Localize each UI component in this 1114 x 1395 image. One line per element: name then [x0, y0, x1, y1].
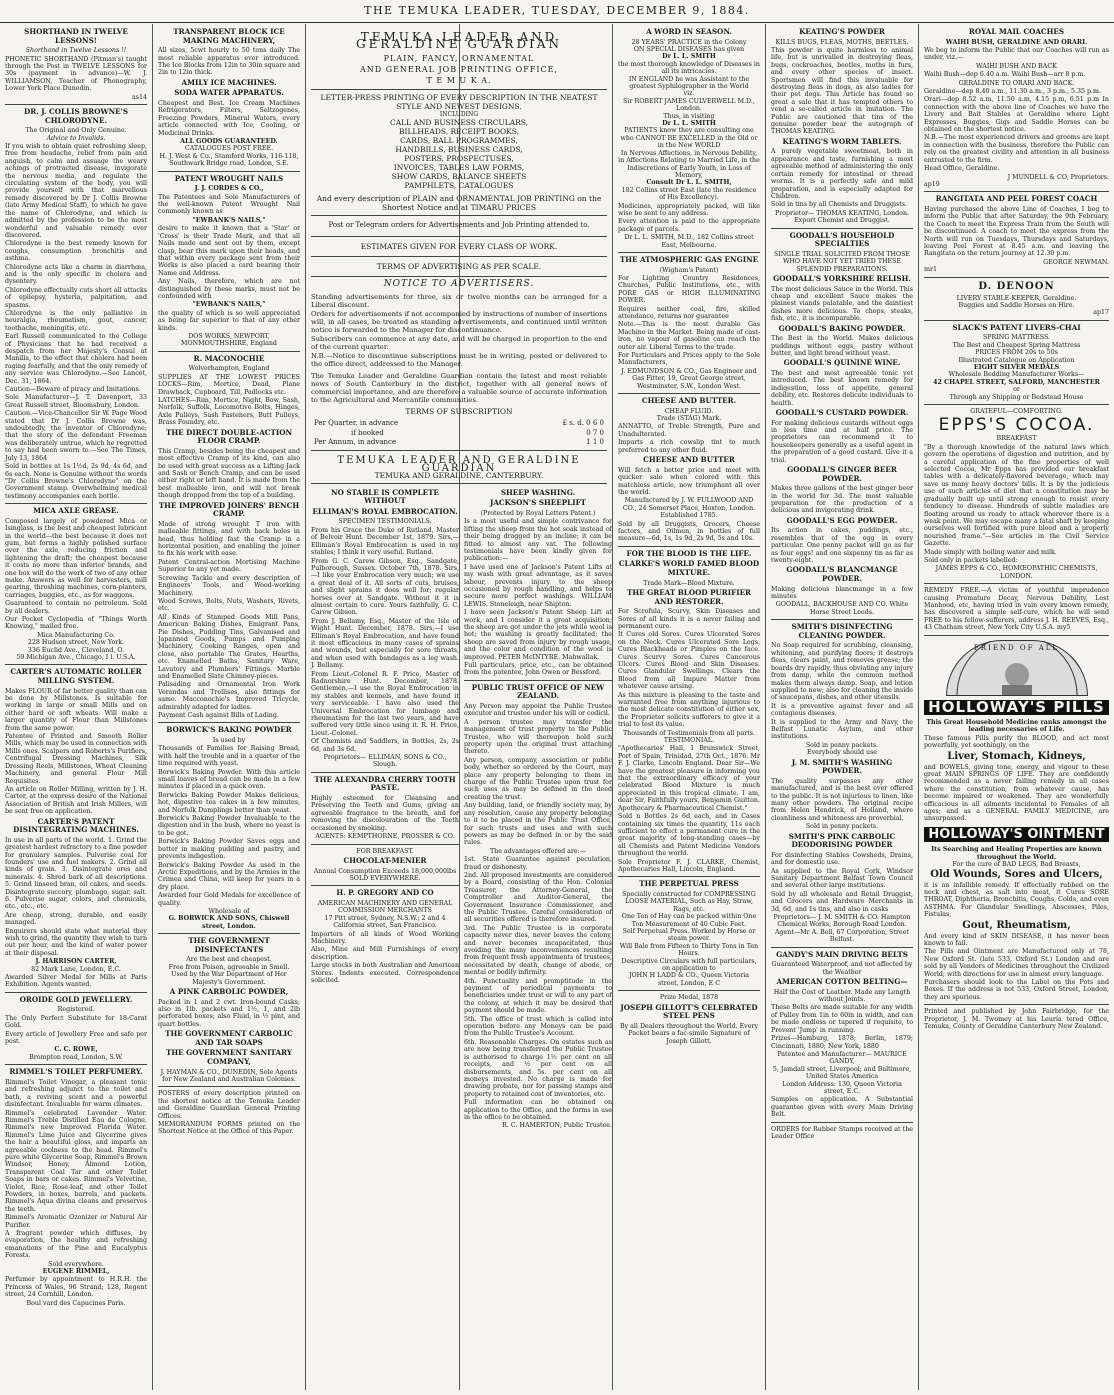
ad-remedy-free: REMEDY FREE.—A victim of youthful imprudence causing Premature Decay, Nervous Debility, Lost Manhood, etc, having tried in vain every known remedy, has discovered a simple self-cure, which he will send FREE to his fellow-sufferers, address J. H. REEVES, Esq., 43 Chatham street, New York City U.S.A. my5 [924, 587, 1109, 632]
ad-public-trust-office: PUBLIC TRUST OFFICE OF NEW ZEALAND. Any Person may appoint the Public Trustee executor and trustee under his will or codicil. A person trustee may transfer the management of trust property to the Public Trustee, who will thereupon hold such property upon the original trust attaching thereto. Any person, company, association or public body, whether so ordered by the Court, may place any property belonging to them in charge of the Public Trustee upon trust for such uses as may be defined in the deed creating the trust. Any building, land, or friendly society may, by any resolution, cause any property belonging to it to be placed in the Public Trust Office, for such trusts and uses and with such powers as may be defined in or by the said rules. The advantages offered are:— 1st. State Guarantee against peculation, fraud or dishonesty. 2nd. All proposed investments are considered by a Board, consisting of the Hon. Colonial Treasurer, the Attorney-General, the Comptroller and Auditor-General, the Government Insurance Commissioner, and the Public Trustee. Careful consideration of all securities offered is therefore insured. 3rd. The Public Trustee is in corporate capacity never dies, never leaves the colony, and never becomes incapacitated, thus avoiding the many inconveniences resulting from frequent fresh appointments of trustees, necessitated by death, change of abode, or mental or bodily infirmity. 4th. Punctuality and promptitude in the payment of periodical payments to beneficiaries under trust or will to any part of the colony, at which it may be desired that payment should be made. 5th. The office of trust which is called into operation before any Moneys can be paid from the Public Trustee's Account. 6th. Reasonable Charges. On estates such as are now being transferred the Public Trustee is authorised to charge 1½ per cent on all receipts, and ½ per cent on all disbursements, and 5s. per cent on all moneys invested. No charge is made for drawing probate, nor for passing stamps and property to retained cost of inventories, etc. Full information can be obtained on application to the Office, and the forms in use in the office to be obtained. R. C. HAMERTON, Public Trustee. [464, 682, 612, 1130]
notice-to-advertisers: NOTICE TO ADVERTISERS. Standing advertisements for three, six or twelve months can be arranged for a Liberal discount. Orders for advertisements if not accompanied by instructions of number of insertions will, in all cases, be treated as standing advertisements, and continued until written notice is forwarded to the Manager for discontinuance. Subscribers can commence at any date, and will be charged in proportion to the end of the current quarter. N.B.—Notice to discontinue subscriptions must be in writing, posted or delivered to the office direct, addressed to the Manager. The Temuka Leader and Geraldine Guardian contain the latest and most reliable news of South Canterbury in the district, together with all general news of commercial importance, and are therefore a valuable source of accurate information to the Agricultural and Mercantile communities. TERMS OF SUBSCRIPTION Per Quarter, in advance £ s. d. 0 6 0 if booked 0 7 0 Per Annum, in advance 1 1 0 TEMUKA LEADER AND GERALDINE GUARDIAN TEMUKA AND GERALDINE, CANTERBURY. [311, 279, 607, 481]
ad-shorthand: SHORTHAND IN TWELVE LESSONS! Shorthand in Twelve Lessons !! PHONETIC SHORTHAND (Pitman's) taught through the Post in TWELVE LESSONS for 30s (payment in advance)—W. J. WILLIAMSON, Teacher of Phonography, Lower York Place Dunedin. as14 [5, 27, 147, 101]
ad-perpetual-press: THE PERPETUAL PRESS Specially constructed for COMPRESSING LOOSE MATERIAL, Such as Hay, Straw, Rags, etc. One Ton of Hay can be packed within One Ton Measurement of 40 Cubic Feet. Self Perpetual Press. Worked by Horse or steam power. Will Bale from Fifteen to Thirty Tons in Ten Hours. Descriptive Circulars with full particulars, on application to JOHN H LADD & CO., Queen Victoria street, London, E C [619, 879, 759, 987]
ad-mica-axle-grease: MICA AXLE GREASE. Composed largely of powdered Mica or Isinglass, is the best and cheapest lubricant in the world—the best because it does not gum, but forms a highly polished surface over the axle, reducing friction and lightening the draft; the cheapest because it costs no more than inferior brands, and one box will do the work of two of any other make. Answers as well for harvesters, mill gearing, threshing machines, corn-planters, carriages, buggies, etc., as for waggons. Guaranteed to contain no petroleum. Sold by all dealers. Our Pocket Cyclopedia of "Things Worth Knowing," mailed free. Mica Manufacturing Co. 228 Hudson street, New York. 336 Euclid Ave., Cleveland, O. 59 Michigan Ave., Chicago, I l. U.S.A. [5, 506, 147, 662]
lower-right [464, 487, 612, 1130]
ad-job-printing-office: TEMUKA LEADER AND GERALDINE GUARDIAN PLAIN, FANCY, ORNAMENTAL AND GENERAL JOB PRINTING OFFICE, T E M U K A. LETTER-PRESS PRINTING OF EVERY DESCRIPTION IN THE NEATEST STYLE AND NEWEST DESIGNS. INCLUDING CALL AND BUSINESS CIRCULARS, BILLHEADS, RECEIPT BOOKS, CARDS, BALL PROGRAMMES, HANDBILLS, BUSINESS CARDS, POSTERS, PROSPECTUSES, INVOICES, TABLES LAW FORMS, SHOW CARDS, BALANCE SHEETS PAMPHLETS, CATALOGUES And every description of PLAIN and ORNAMENTAL JOB PRINTING on the Shortest Notice and at TIMARU PRICES Post or Telegram orders for Advertisements and Job Printing attended to. ESTIMATES GIVEN FOR EVERY CLASS OF WORK. TERMS OF ADVERTISING AS PER SCALE. [311, 34, 607, 270]
ad-keating: KEATING'S POWDER KILLS BUGS, FLEAS, MOTHS, BEETLES. This powder is quite harmless to animal life, but is unrivalled in destroying fleas, bugs, cockroaches, beetles, moths in furs, and every other species of insect. Sportsmen will find this invaluable for destroying fleas in dogs, as also ladies for their pet dogs. This Article has found so great a sale that it has tempted others to vend a so-called article in imitation. The Public are cautioned that tins of the genuine powder bear the autograph of THOMAS KEATING. KEATING'S WORM TABLETS. A purely vegetable sweetmeat, both in appearance and taste, furnishing a most agreeable method of administering the only certain remedy for intestinal or thread worms. It is a perfectly safe and mild preparation, and is especially adapted for Children. Sold in tins by all Chemists and Druggists. Proprietor— THOMAS KEATING, London. Export Chemist and Druggist. [771, 27, 913, 225]
ad-annatto: CHEESE AND BUTTER. CHEAP FLUID. Trade (STAG) Mark. ANNATTO, of Treble Strength, Pure and Unadulterated. Imparts a rich cowslip tint to much preferred to any other fluid. CHEESE AND BUTTER Will fetch a better price and meet with quicker sale when colored with this matchless article, now triumphant all over the world. Manufactured by J. W. FULLWOOD AND CO., 24 Somerset Place, Hoxton, London. Established 1785. Sold by all Druggists, Grocers, Cheese factors, and Oilmen, in bottles of full measure—6d, 1s, 1s 9d, 2s 9d, 5s and 10s. [618, 396, 760, 543]
ad-holloway: FRIEND OF ALL HOLLOWAY'S PILLS This Great Household Medicine ranks amongst the leading necessaries of Life. These famous Pills purify the BLOOD, and act most powerfully, yet soothingly, on the Liver, Stomach, Kidneys, and BOWELS, giving tone, energy, and vigour to these great MAIN SPRINGS OF LIFE. They are confidently recommended as a never failing remedy in all cases where the constitution, from whatever cause, has become impaired or weakened. They are wonderfully efficacious in all ailments incidental to Females of all ages; and as a GENERAL FAMILY MEDICINE, are unsurpassed. HOLLOWAY'S OINTMENT Its Searching and Healing Properties are known throughout the World. For the cure of BAD LEGS, Bad Breasts, Old Wounds, Sores and Ulcers, it is an infallible remedy. If effectually rubbed on the neck and chest, as salt into meat, it Cures SORE THROAT, Diphtheria, Bronchitis, Coughs, Colds, and even ASTHMA. For Glandular Swellings, Abscesses, Piles, Fistulas, Gout, Rheumatism, And every kind of SKIN DISEASE, it has never been known to fail. The Pills and Ointment are Manufactured only at 78, New Oxford St. (late 533, Oxford St.) London and are sold by all Vendors of Medicines throughout the Civilized World; with directions for use in almost every language. Purchasers should look to the Label on the Pots and Boxes. If the address is not 533, Oxford Street, London, they are spurious. [924, 640, 1109, 1002]
lower-split [311, 487, 612, 1130]
column-2 [153, 26, 305, 1388]
ad-government-disinfectants: THE GOVERNMENT DISINFECTANTS Are the best and cheapest. Free from Poison, agreeable in Smell. Used by the War Department of Her Majesty's Government. A PINK CARBOLIC POWDER, Packed in 1 and 2 cwt. Iron-bound Casks; also in 1lb. packets and 1½, 1, and 2lb perforated boxes; also Fluid, in ½ pint, and quart bottles. THE GOVERNMENT CARBOLIC AND TAR SOAPS THE GOVERNMENT SANITARY COMPANY, J. HAYMAN & CO., DUNEDIN, Sole Agents for New Zealand and Australian Colonies. [158, 936, 300, 1083]
ad-chlorodyne: DR. J. COLLIS BROWNE'S CHLORODYNE. The Original and Only Genuine. Advice to Invalids. If you wish to obtain quiet refreshing sleep, free from headache, relief from pain and anguish, to calm and assuage the weary achings of protracted disease, invigorate the nervous media, and regulate the circulating system of the body, you will provide yourself with that marvellous remedy discovered by Dr J. Collis Browne (late Army Medical Staff), to which he gave the name of Chlorodyne, and which is admitted by the profession to be the most wonderful and valuable remedy ever discovered. Chlorodyne is the best remedy known for coughs, consumption bronchitis and asthma. Chlorodyne acts like a charm in diarrhœa, and is the only specific in cholera and dysentery. Chlorodyne effectually cuts short all attacks of epilepsy, hysteria, palpitation, and spasms. Chlorodyne is the only palliative in neuralgia, rheumatism, gout, cancer, toothache, meningitis, etc. Earl Russell communicated to the College of Physicians that he had received a despatch from her Majesty's Consul at Manilla, to the effect that cholera had been raging fearfully, and that the only remedy of any service was Chlorodyne.—See Lancet, Dec. 31, 1864. Caution—Beware of piracy and Imitations. Sole Manufacturer—J. T. Davenport, 33 Great Russell street, Bloomsbury, London. Caution.—Vice-Chancellor Sir W. Page Wood stated that Dr J. Collis Browne was, undoubtedly, the inventor of Chlorodyne; that the story of the defendant Freeman was deliberately untrue, which he regretted to say had been sworn to.—See The Times, July 13, 1864 Sold in bottles at 1s 1½d, 2s 9d, 4s 6d, and 6s each. None is Genuine without the words "Dr Collis Browne's Chlorodyne" on the Government stamp. Overwhelming medical testimony accompanies each bottle. [5, 107, 147, 500]
ad-rangitata-coach: RANGITATA AND PEEL FOREST COACH Having purchased the above Line of Coaches, I beg to inform the Public that after Saturday, the 9th February, the Coach to meet the Express Train from the South will be discontinued. A coach to meet the express from the North will run on Tuesdays, Thursdays and Saturdays, leaving Peel Forest at 8.45 a.m. and leaving the Rangitata on the return journey at 12.30 p.m. GEORGE NEWMAN. mr1 [924, 194, 1109, 274]
ad-royal-mail-coaches: ROYAL MAIL COACHES WAIHI BUSH, GERALDINE AND ORARI. We beg to inform the Public that our Coaches will run as under, viz.— WAIHI BUSH AND BACK Waihi Bush—dep 6.40 a.m. Waihi Bush—arr 8 p.m. GERALDINE TO ORARI AND BACK. Geraldine—dep 8.40 a.m., 11.30 a.m., 3 p.m., 5.35 p.m. Orari—dep 8.52 a.m, 11.50 a.m, 4.15 p.m, 6.51 p.m In connection with the above line of Coaches we have the Livery and Bait Stables at Geraldine where Light Expresses, Buggies, Gigs and Saddle Horses can be obtained on the shortest notice. N.B.—The most experienced drivers and grooms are kept in connection with the business, therefore the Public can rely on the greatest civility and attention in all business entrusted to the firm. Head Office, Geraldine. J MUNDELL & CO, Proprietors. ap19 [924, 27, 1109, 188]
ad-gregory: H. P. GREGORY AND CO AMERICAN MACHINERY AND GENERAL COMMISSION MERCHANTS 17 Pitt street, Sydney, N.S.W.; 2 and 4 California street, San Francisco. Importers of all kinds of Wood Working Machinery. Also, Mine and Mill Furnishings of every description. Large stocks in both Australian and American Stores. Indents executed. Correspondence solicited. [311, 888, 459, 984]
column-5 [613, 26, 765, 1388]
ad-slack-mattress: SLACK'S PATENT LIVERS-CHAI SPRING MATTRESS. The Best and Cheapest Spring Mattress PRICES FROM 20s to 50s Illustrated Catalogue on Application EIGHT SILVER MEDALS Wholesale Bedding Manufacturer Works— 42 CHAPEL STREET, SALFORD, MANCHESTER or Through any Shipping or Bedstead House [933, 322, 1100, 401]
ad-ice-machinery: TRANSPARENT BLOCK ICE MAKING MACHINERY, All sizes, 5cwt hourly to 50 tons daily The most reliable apparatus ever introduced. The Ice Blocks from 12in to 30in square and 2in to 12in thick. AMILY ICE MACHINES. SODA WATER APPARATUS. Cheapest and Best. Ice Cream Machines Refrigerators, Filters, Seltzogenes, Freezing Powders, Mineral Waters, every article connected with Ice, Cooling, or Medicinal Drinks. ALL GOODS GUARANTEED. CATALOGUES POST FREE. H. J. West & Co., Stamford Works, 116-118, Southwark Bridge road, London, S.E. [158, 27, 300, 168]
ad-posters: POSTERS of every description printed on the shortest notice at the Temuka Leader and Geraldine Guardian General Printing Offices. MEMORANDUM FORMS printed on the Shortest Notice at the Office of this Paper. [158, 1090, 300, 1136]
ad-smith-powders: SMITH'S DISINFECTING CLEANING POWDER. No Soap required for scrubbing, cleansing, whitening, and purifying floors; it destroys fleas, clears paint, and removes grease; the boards dry rapidly, thus obviating any injury from damp, while the common method makes them always damp. Soap, and lotion supplied to new; also for cleaning the inside of saucepans, dishes, and other utensils. It is a preventive against fever and all contagious diseases. It is supplied to the Army and Navy, the Belfast Lunatic Asylum, and other institutions. Sold in penny packets. Everybody should use J. M. SMITH'S WASHING POWDER. The quality surpasses any other manufactured, and is the best ever offered to the public. It is not injurious to linen, like many other powders. The original recipe from Helen Hendrick, of Holland, where cleanliness and whiteness are proverbial. Sold in penny packets. SMITH'S PINK CARBOLIC DEODORISING POWDER For disinfecting Stables Cowsheds, Drains, and for domestic use. As supplied to the Royal Cork, Windsor Sanitary Department Belfast Town Council and several other large institutions. Sold by all wholesale and Retail Druggist, and Grocers and Hardware Merchants in 3d, 6d, and 1s tins, and also in casks Proprietors— J. M. SMITH & CO. Hampton Chemical Works, Borough Road London. Agent—Mr A. Bell, 67 Corporation, Street Belfast. [771, 622, 913, 944]
ad-goodall: GOODALL'S HOUSEHOLD SPECIALTIES SINGLE TRIAL SOLICITED FROM THOSE WHO HAVE NOT YET TRIED THESE SPLENDID PREPARATIONS. GOODALL'S YORKSHIRE RELISH. The most delicious Sauce in the World. This cheap and excellent Sauce makes the plainest viands palatable, and the daintiest dishes more delicious. To chops, steaks, fish, etc., it is incomparable. GOODALL'S BAKING POWDER. The Best in the World. Makes delicious puddings without eggs, pastry without butter, and light bread without yeast. GOODALL'S QUININE WINE. The best and most agreeable tonic yet introduced. The best known remedy for indigestion, loss of appetite, general debility, etc. Restores delicate individuals to health. GOODALL'S CUSTARD POWDER. For making delicious custards without eggs in less time and at half price. The proprietors can recommend it to housekeepers generally as a useful agent in the preparation of a good custard. Give it a trial. GOODALL'S GINGER BEER POWDER. Makes three gallons of the best ginger beer in the world for 3d. The most valuable preparation for the production of a delicious and invigorating drink. GOODALL'S EGG POWDER. Its action in cakes, puddings, etc., resembles that of the egg in every particular. One penny packet will go as far as four eggs! and one sixpenny tin as far as twenty-eight. GOODALL'S BLANCMANGE POWDER. Making delicious blancmange in a few minutes GOODALL, BACKHOUSE AND CO. White Horse Street Leeds. [771, 230, 913, 616]
masthead: THE TEMUKA LEADER, TUESDAY, DECEMBER 9, 1884. [0, 0, 1114, 23]
subscription-table [311, 419, 607, 447]
ad-denoon: D. DENOON LIVERY STABLE-KEEPER, Geraldine. Buggies and Saddle Horses on Hire. ap17 [956, 280, 1109, 317]
ad-elliman-embrocation: NO STABLE IS COMPLETE WITHOUT ELLIMAN'S ROYAL EMBROCATION. SPECIMEN TESTIMONIALS. From his Grace the Duke of Rutland, Master of Belvoir Hunt. December 1st, 1879. Sirs,—Elliman's Royal Embrocation is used in my stables; I think it very useful. Rutland. From G. C. Carew Gibson, Esq., Sandgate, Pulborough, Sussex. October 7th, 1878. Sirs,—I like your Embrocation very much; we use a great deal of it. All sorts of cuts, bruises, and slight sprains it does well for; regular horses over at Sandgate. Without it it is almost certain to cure. Yours faithfully, G. C. Carew Gibson. From J. Bellamy, Esq., Master of the Isle of Wight Hunt. December, 1878. Sirs,—I use Elliman's Royal Embrocation, and have found it most efficacious in many cases of sprains and wounds, but especially for sore throats, and when used with bandages as a leg wash. J. Bellamy. From Lieut.-Colonel R. F. Price, Master of Radnorshire Hunt. December, 1878. Gentlemen,—I use the Royal Embrocation in my stables and kennels, and have found it very serviceable. I have also used the Universal Embrocation for lumbago and rheumatism for the last two years, and have suffered very little since using it. R. H. Price, Lieut.-Colonel. Of Chemists and Saddlers, in Bottles, 2s, 2s 6d, and 3s 6d. Proprietors— ELLIMAN, SONS & CO., Slough. [311, 487, 459, 769]
ad-sheep-washing: SHEEP WASHING. JACKSON'S SHEEPLIFT (Protected by Royal Letters Patent.) Is a most useful and simple contrivance for lifting the sheep from the hot soak instead of their being dragged by an incline; it can be fitted to almost any vat. The following testimonials have been kindly given for publication:— I have used one of Jackson's Patent Lifts at my wash with great advantage, as it saves labour, prevents injury to the sheep occasioned by rough handling, and helps to secure more perfect washings. WILLIAM LEWIS. Stoneleigh, near Shipton. I have seen Jackson's Patent Sheep Lift at work, and I consider it a great acquisition; the sheep are got under the jets while wool is hot; the washing is greatly facilitated; the sheep are saved from injury by rough usage, and the color and condition of the wool is improved. PETER McINTYRE. Mahwallak. Full particulars, price, etc., can be obtained from the patentee, John Owen or Bessford. [464, 487, 612, 677]
ad-cherry-tooth-paste: THE ALEXANDRA CHERRY TOOTH PASTE. Highly esteemed for Cleansing and Preserving the Teeth and Gums, giving an agreeable fragrance to the breath, and for removing the discolouration of the Teeth occasioned by smoking. AGENTS: KEMPTHORNE, PROSSER & CO. [311, 774, 459, 841]
ad-rimmel-perfumery: RIMMEL'S TOILET PERFUMERY. Rimmel's Toilet Vinegar, a pleasant tonic and refreshing adjunct to the toilet and bath, a reviving scent and a powerful disinfectant. Invaluable for warm climates. Rimmel's celebrated Lavender Water. Rimmel's Treble Distilled Eau de Cologne. Rimmel's new Improved Florida Water. Rimmel's Lime Juice and Glycerine gives the hair a beautiful gloss, and imparts an agreeable coolness to the head. Rimmel's pure white Glycerine Soap, Rimmel's Brown Windsor, Honey, Almond Lotion, Transparent Coal Tar and other Toilet Soaps in bars or cakes. Rimmel's Velvetine, Violet, Rice, Rose-leaf, and other Toilet Powders, in boxes, barrels, and packets. Rimmel's Aqua divina cleans and preserves the teeth. Rimmel's Aromatic Ozonizer or Natural Air Purifier. A fragrant powder which diffuses, by evaporation, the healthy and refreshing emanations of the Pine and Eucalyptus Forests. Sold everywhere. EUGENE RIMMEL, Perfumer by appointment to H.R.H. the Princess of Wales, 96 Strand; 128, Regent street, 24 Cornhill, London. Boul vard des Capucines Paris. [5, 1067, 147, 1307]
holloway-emblem-icon: FRIEND OF ALL [946, 640, 1088, 696]
ad-gandy-belts: GANDY'S MAIN DRIVING BELTS Guaranteed Waterproof, and not affected by the Weather AMERICAN COTTON BELTING— Half the Cost of Leather. Made any Length without Joints. These Belts are made suitable for any width of Pulley from 1in to 60in in width, and can be made endless or tapered if requisite, to Prevent 'Jump' in running. Prizes—Hamburg, 1878; Berlin, 1879; Cincinnati, 1880; New York, 1880 Patentee and Manufacturer— MAURICE GANDY, 5, Jamdall street, Liverpool; and Baltimore, United States America London Address: 130, Queen Victoria street, E.C. Samples on application. A Substantial guarantee given with every Main Driving Belt. [771, 949, 913, 1119]
table-row: Per Quarter, in advance £ s. d. 0 6 0 [314, 419, 604, 428]
ad-carter-milling: CARTER'S AUTOMATIC ROLLER MILLING SYSTEM. Makes FLOUR of far better quality than can be done by Millstones. Is suitable for working in large or small Mills and on either hard or soft wheats. Will make a larger quantity of Flour than Millstones from the same power. Patentee of Printed and Smooth Roller Mills, which may be used in connection with Mills ones. Scalpers and Roberts's Purifiers, Centrifugal Dressing Machines, Silk Dressing Reels, Millstones, Wheat Cleaning Machinery, and general Flour Mill Requisites. An article on Roller Milling, written by J. H. Carter, at the express desire of the National Association of British and Irish Millers, will be sent free on application. CARTER'S PATENT DISINTEGRATING MACHINES. In use in all parts of the world. 1. Grind the greatest hardest refractory to a fine powder for granulary samples. Pulverise coal for founders' use and fuel makers. 2. Grind all kinds of grain. 3. Disintegrate ores and minerals. 4. Shred bark of all descriptions. 5. Grind linseed bran, oil cakes, and seeds. Disintegrate succory, plumbago, sugar, salt. 6. Pulverise sugar, colors, and chemicals, etc., etc., etc. Are cheap, strong, durable, and easily managed. Enquirers should state what material they wish to grind, the quantity they wish to turn out per hour, and the kind of water power at their disposal. J. HARRISON CARTER, 82 Mark Lane, London, E.C. Awarded Silver Medal for Mills at Paris Exhibition. Agents wanted. [5, 667, 147, 989]
ad-epps-cocoa: GRATEFUL—COMFORTING. EPPS'S COCOA. BREAKFAST "By a thorough knowledge of the natural laws which govern the operations of digestion and nutrition, and by a careful application of the fine properties of well selected Cocoa, Mr Epps has provided our breakfast tables with a delicately-flavored beverage, which may save us many heavy doctors' bills. It is by the judicious use of such articles of diet that a constitution may be gradually built up until strong enough to resist every tendency to disease. Hundreds of subtle maladies are floating around us ready to attack wherever there is a weak point. We may escape many a fatal shaft by keeping ourselves well fortified with pure blood and a properly nourished frame."—See articles in the Civil Service Gazette. Made simply with boiling water and milk. Sold only in packets labelled: JAMES EPPS & CO., HOMŒOPATHIC CHEMISTS, LONDON. [924, 408, 1109, 580]
ad-chocolat-menier: FOR BREAKFAST. CHOCOLAT-MENIER Annual Consumption Exceeds 18,000,000lbs SOLD EVERYWHERE. [313, 847, 457, 882]
lower-left [311, 487, 459, 986]
ad-wrought-nails: PATENT WROUGHT NAILS J. J. CORDES & CO., The Patentees and Sole Manufacturers of the well-known Patent Wrought Nail commonly known as "EWBANK'S NAILS," desire to make it known that a 'Star' or 'Cross' is their Trade Mark, and that all Nails made and sent out by them, except clasp, bear this mark upon their heads, and that within every package sent from their Works is also placed a card bearing their Name and Address. Any Nails, therefore, which are not distinguished by these marks, must not be confounded with "EWBANK'S NAILS," the quality of which is so well appreciated as being far superior to that of any other kinds. DOS WORKS, NEWPORT, MONMOUTHSHIRE, England [158, 173, 300, 348]
column-6 [766, 26, 918, 1388]
column-7 [919, 26, 1114, 1388]
ad-borwick-baking-powder: BORWICK'S BAKING POWDER Is used by Thousands of Families for Raising Bread, with half the trouble and in a quarter of the time required with yeast. Borwick's Baking Powder. With this article small loaves of bread can be made in a few minutes if placed in a quick oven. Borwicks Baking Powder Makes delicious, hot, digestive tea cakes in a few minutes, and Norfolk Dumplings better than yeast. Borwick's Baking Powder Invaluable to the digestion and in the bush, where no yeast is to be got. Borwick's Baking Powder Saves eggs and butter in making pudding and pastry, and prevents indigestion. Borwick's Baking Powder As used in the Arctic Expeditions, and by the Armies in the Crimea and China, will keep for years in a dry place. Awarded four Gold Medals for excellence of quality. Wholesale of G. BORWICK AND SONS, Chiswell street, London. [158, 725, 300, 930]
ad-gas-engine: THE ATMOSPHERIC GAS ENGINE (Wigham's Patent) For Lighting Country Residences, Churches, Public Institutions, etc., with PORE GAS or HIGH ILLUMINATING POWER. Requires neither coal, fire, skilled attendance, returns nor guarantee Note.—This is the most durable Gas Machine in the Market. Being made of cast-iron, no vapour of gasoline can reach the outer air. Liberal Terms to the trade. For Particulars and Prices apply to the Sole Manufacturers, J. EDMUNDSON & CO., Gas Engineer and Gas Fitter, 19, Great George street, Westminster, S.W., London West. [618, 254, 760, 390]
ad-gillott-pens: Prize Medal, 1878 JOSEPH GILLOTT'S CELEBRATED STEEL PENS By all Dealers throughout the World. Every Packet bears a fac-simile Signature of Joseph Gillott. [619, 994, 759, 1045]
column-3-4 [306, 26, 612, 1388]
ad-clarke-blood-mixture: FOR THE BLOOD IS THE LIFE. CLARKE'S WORLD FAMED BLOOD MIXTURE. Trade Mark—Blood Mixture. THE GREAT BLOOD PURIFIER AND RESTORER. For Scrofula, Scurvy, Skin Diseases and Sores of all kinds it is a never failing and permanent cure. It Cures old Sores. Cures Ulcerated Sores on the Neck. Cures Ulcerated Sore Legs. Cures Blackheads or Pimples on the face. Cures Scurvy Sores. Cures Cancerous Ulcers. Cures Blood and Skin Diseases. Cures Glandular Swellings. Clears the Blood from all Impure Matter from whatever cause arising. As this mixture is pleasing to the taste and warranted free from anything injurious to the most delicate constitution of either sex, the Proprietor solicits sufferers to give it a trial to test its value. Thousands of Testimonials from all parts. TESTIMONIAL. "Apothecaries' Hall, 1 Brunswick Street, Port of Spain, Trinidad, 27th Oct., 1876. Mr F. J. Clarke, Lincoln England. Dear Sir—We have the greatest pleasure in informing you that the extraordinary efficacy of your celebrated Blood Mixture is much appreciated in this tropical climate. I am, dear Sir, Faithfully yours, Benjamin Guitton. Apothecary & Pharmaceutical Chemist." Sold n Bottles 2s 6d each, and in Cases containing six times the quantity, 11s each sufficient to effect a permanent cure in the great majority of long-standing cases—by all Chemists and Patent Medicine Vendors throughout the world. Sole Proprietor F. J. CLARKE, Chemist, Apothecaries Hall, Lincoln, England. [618, 548, 760, 873]
ad-rubber-stamps: ORDERS for Rubber Stamps received at the Leader Office [771, 1125, 913, 1140]
column-1 [0, 26, 152, 1388]
ad-dr-smith: A WORD IN SEASON. 28 YEARS' PRACTICE in the Colony ON SPECIAL DISEASES has given Dr L. L. SMITH the most thorough knowledge of Diseases in all its intricacies. IN ENGLAND he was Assistant to the greatest Syphilographer in the World viz. Sir ROBERT JAMES CULVERWELL M.D., London. Thus, in visiting Dr L. L. SMITH PATIENTS know they are consulting one who CANNOT BE EXCELLED in the Old or in the New WORLD In Nervous Affections, in Nervous Debility, in Affections Relating to Married Life, in the Indiscretions of Early Youth, in Loss of Memory, Consult Dr L. L. SMITH, 182 Collins street East (late the residence of His Excellency). Medicines, appropriately packed, will like wise be sent to any address. Every attention is paid to the appropriate package of parcels. Dr L. L. SMITH, M.D., 182 Collins street East, Melbourne. [618, 27, 760, 249]
ad-oroide-jewellery: OROIDE GOLD JEWELLERY. Registered. The Only Perfect Substitute for 18-Carat Gold. Every article of Jewellery Free and safe per post. C. C. ROWE, Brompton road, London, S.W. [5, 994, 147, 1061]
table-row: if booked 0 7 0 [351, 428, 604, 437]
ad-maconochie: R. MACONOCHIE Wolverhampton, England SUPPLIES AT THE LOWEST PRICES LOCKS—Rim, Mortice, Dead, Plane Drawback, Cupboard, Till, Padlocks etc. LATCHES—Rim, Mortice, Night, Bow, Sash, Norfolk, Suffolk, Locomotive Bolts, Hinges, Axle Pulleys, Sash Fasteners, Butt Pulleys, Brass Foundry, etc. THE DIRECT DOUBLE-ACTION FLOOR CRAMP. This Cramp, besides being the cheapest and most effective Cramp of its kind, can also be used with great success as a Lifting Jack and Sash or Bench Cramp, and can be used either right or left hand. It is made from the best malleable iron, and will not break though dropped from the top of a building. THE IMPROVED JOINERS' BENCH CRAMP. Made of strong wrought T iron with malleable fittings, and with back holes in head, thus holding fast the Cramp in a horizontal position, and enabling the joiner to fix his work with ease. Patent Central-action Mortising Machine Superior to any yet made. Screwing Tackle and every description of Engineers' Tools, and Wood-working Machinery. Wood Screws, Bolts, Nuts, Washers, Rivets, etc. All Kinds of Stamped Goods Mill Pans, American Baking Dishes, Emigrant Pans, Pie Dishes, Pudding Tins, Galvanised and Japanned Goods, Pumps and Pumping Machinery, Cooking Ranges, open and close, also portable The Grates, Hearths, etc. Enamelled Baths, Sanitary Ware, Lavatory and Plumbers' Fittings. Marble and Enamelled Slate Chimney-pieces. Palisading and Ornamental Iron Work Verandas and Trellises, also fittings for same. Macconochie's Improved Tricycle, admirably adapted for ladies. Payment Cash against Bills of Lading. [158, 353, 300, 719]
table-row: Per Annum, in advance 1 1 0 [314, 438, 604, 447]
imprint: Printed and published by John Fairbridge, for the Proprietor, J. M. Twomey at his Leuria tered Office, Temuka, County of Geraldine Canterbury New Zealand. [924, 1008, 1109, 1030]
